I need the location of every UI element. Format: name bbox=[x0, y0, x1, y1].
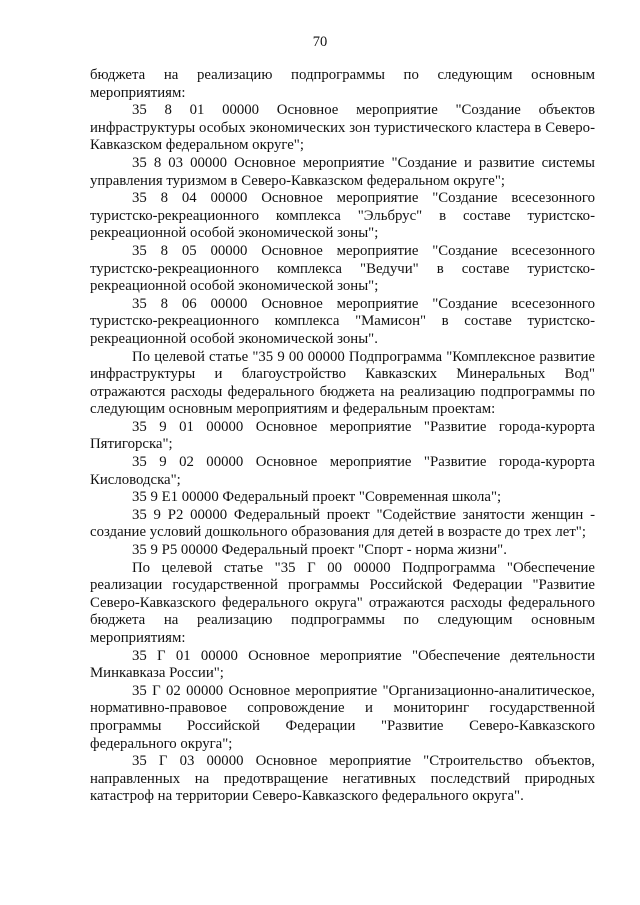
paragraph-item-35-8-04: 35 8 04 00000 Основное мероприятие "Создание всесезонного туристско-рекреационного комплекса "Эльбрус" в составе туристско-рекреационной особой экономической зоны"; bbox=[90, 190, 595, 242]
document-body bbox=[90, 67, 595, 806]
paragraph-item-35-8-06: 35 8 06 00000 Основное мероприятие "Создание всесезонного туристско-рекреационного комплекса "Мамисон" в составе туристско-рекреационной особой экономической зоны". bbox=[90, 295, 595, 347]
paragraph-article-35-9: По целевой статье "35 9 00 00000 Подпрограмма "Комплексное развитие инфраструктуры и благоустройство Кавказских Минеральных Вод" отражаются расходы федерального бюджета на реализацию подпрограммы по следующим основным мероприятиям и федеральным проектам: bbox=[90, 348, 595, 418]
paragraph-item-35-9-01: 35 9 01 00000 Основное мероприятие "Развитие города-курорта Пятигорска"; bbox=[90, 418, 595, 453]
paragraph-intro: бюджета на реализацию подпрограммы по следующим основным мероприятиям: bbox=[90, 67, 595, 101]
paragraph-item-35-8-03: 35 8 03 00000 Основное мероприятие "Создание и развитие системы управления туризмом в Северо-Кавказском федеральном округе"; bbox=[90, 154, 595, 189]
paragraph-item-35-g-01: 35 Г 01 00000 Основное мероприятие "Обеспечение деятельности Минкавказа России"; bbox=[90, 647, 595, 682]
paragraph-item-35-8-01: 35 8 01 00000 Основное мероприятие "Создание объектов инфраструктуры особых экономических зон туристического кластера в Северо-Кавказском федеральном округе"; bbox=[90, 102, 595, 154]
paragraph-item-35-g-02: 35 Г 02 00000 Основное мероприятие "Организационно-аналитическое, нормативно-правовое сопровождение и мониторинг государственной программы Российской Федерации "Развитие Северо-Кавказского федерального округа"; bbox=[90, 682, 595, 752]
paragraph-item-35-9-02: 35 9 02 00000 Основное мероприятие "Развитие города-курорта Кисловодска"; bbox=[90, 454, 595, 488]
paragraph-item-35-9-p5: 35 9 Р5 00000 Федеральный проект "Спорт - норма жизни". bbox=[132, 542, 507, 559]
paragraph-item-35-9-e1: 35 9 Е1 00000 Федеральный проект "Современная школа"; bbox=[132, 489, 502, 506]
page-number: 70 bbox=[312, 34, 328, 50]
paragraph-item-35-9-p2: 35 9 Р2 00000 Федеральный проект "Содействие занятости женщин - создание условий дошкольного образования для детей в возрасте до трех лет"; bbox=[90, 506, 595, 541]
paragraph-item-35-8-05: 35 8 05 00000 Основное мероприятие "Создание всесезонного туристско-рекреационного комплекса "Ведучи" в составе туристско-рекреационной особой экономической зоны"; bbox=[90, 242, 595, 295]
paragraph-item-35-g-03: 35 Г 03 00000 Основное мероприятие "Строительство объектов, направленных на предотвращение негативных последствий природных катастроф на территории Северо-Кавказского федерального округа". bbox=[90, 753, 595, 805]
paragraph-article-35-g: По целевой статье "35 Г 00 00000 Подпрограмма "Обеспечение реализации государственной программы Российской Федерации "Развитие Северо-Кавказского федерального округа" отражаются расходы федерального бюджета на реализацию подпрограммы по следующим основным мероприятиям: bbox=[90, 559, 595, 646]
